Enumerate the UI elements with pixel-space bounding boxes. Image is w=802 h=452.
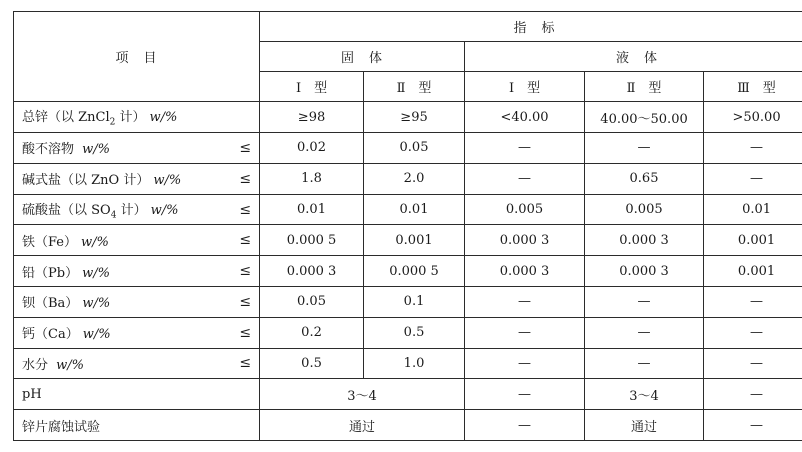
value-cell: — <box>704 163 802 194</box>
type-header: Ⅱ 型 <box>585 71 704 102</box>
value-cell: 0.2 <box>260 317 364 348</box>
solid-header: 固 体 <box>260 41 465 71</box>
value-cell: 0.000 3 <box>585 225 704 256</box>
ph-solid-value: 3～4 <box>260 379 465 410</box>
le-symbol: ≤ <box>232 225 260 256</box>
value-cell: 1.0 <box>364 348 465 379</box>
le-symbol: ≤ <box>232 286 260 317</box>
indicator-header: 指 标 <box>260 12 802 42</box>
row-label: pH <box>14 379 260 410</box>
type-header: Ⅱ 型 <box>364 71 465 102</box>
zinc-liquid-1-value: — <box>465 410 585 441</box>
type-header: Ⅰ 型 <box>260 71 364 102</box>
value-cell: 0.000 5 <box>260 225 364 256</box>
ph-liquid-2-value: 3～4 <box>585 379 704 410</box>
label-text: 钙（Ca） <box>22 327 79 343</box>
spec-row <box>14 225 802 256</box>
row-label <box>14 163 232 194</box>
spec-row <box>14 133 802 164</box>
value-cell: — <box>465 286 585 317</box>
row-label <box>14 133 232 164</box>
ph-liquid-3-value: — <box>704 379 802 410</box>
value-cell: >50.00 <box>704 102 802 133</box>
spec-row <box>14 102 802 133</box>
value-cell: — <box>465 133 585 164</box>
label-text: 总锌（以 ZnCl <box>22 110 110 126</box>
value-cell: 0.65 <box>585 163 704 194</box>
unit-label: w/% <box>82 296 111 312</box>
value-cell: 0.001 <box>364 225 465 256</box>
value-cell: — <box>585 317 704 348</box>
unit-label: w/% <box>56 357 85 373</box>
row-label <box>14 286 232 317</box>
value-cell: 0.000 3 <box>465 225 585 256</box>
value-cell: 40.00～50.00 <box>585 102 704 133</box>
label-text: 计） <box>115 110 146 126</box>
row-label <box>14 194 232 225</box>
label-text: 酸不溶物 <box>22 142 79 158</box>
zinc-solid-value: 通过 <box>260 410 465 441</box>
value-cell: — <box>585 286 704 317</box>
ph-row <box>14 379 802 410</box>
le-symbol: ≤ <box>232 317 260 348</box>
value-cell: 0.005 <box>585 194 704 225</box>
row-label <box>14 256 232 287</box>
unit-label: w/% <box>81 234 109 250</box>
value-cell: 0.000 3 <box>465 256 585 287</box>
value-cell: ≥95 <box>364 102 465 133</box>
spec-row <box>14 256 802 287</box>
value-cell: — <box>465 317 585 348</box>
row-label: 锌片腐蚀试验 <box>14 410 260 441</box>
row-label <box>14 348 232 379</box>
value-cell: — <box>704 286 802 317</box>
row-label <box>14 102 232 133</box>
le-symbol: ≤ <box>232 133 260 164</box>
header-row-1 <box>14 12 802 42</box>
unit-label: w/% <box>82 142 111 158</box>
liquid-header: 液 体 <box>465 41 802 71</box>
unit-label: w/% <box>82 327 111 343</box>
value-cell: — <box>465 348 585 379</box>
le-symbol: ≤ <box>232 348 260 379</box>
type-header: Ⅲ 型 <box>704 71 802 102</box>
value-cell: 0.01 <box>364 194 465 225</box>
unit-label: w/% <box>153 173 182 189</box>
value-cell: 0.01 <box>260 194 364 225</box>
value-cell: 0.001 <box>704 256 802 287</box>
row-label <box>14 225 232 256</box>
spec-row <box>14 163 802 194</box>
value-cell: — <box>704 317 802 348</box>
zinc-liquid-2-value: 通过 <box>585 410 704 441</box>
le-symbol: ≤ <box>232 163 260 194</box>
label-text: 碱式盐（以 ZnO 计） <box>22 173 150 189</box>
value-cell: ≥98 <box>260 102 364 133</box>
label-text: 计） <box>116 202 147 218</box>
le-symbol: ≤ <box>232 194 260 225</box>
unit-label: w/% <box>82 265 110 281</box>
zinc-liquid-3-value: — <box>704 410 802 441</box>
value-cell: <40.00 <box>465 102 585 133</box>
value-cell: 0.1 <box>364 286 465 317</box>
le-symbol: ≤ <box>232 256 260 287</box>
spec-row <box>14 194 802 225</box>
spec-row <box>14 348 802 379</box>
value-cell: 0.000 5 <box>364 256 465 287</box>
item-column-header: 项 目 <box>14 12 260 102</box>
value-cell: 0.5 <box>260 348 364 379</box>
label-subscript: 4 <box>110 210 117 221</box>
value-cell: 0.05 <box>260 286 364 317</box>
spec-table <box>13 11 802 441</box>
spec-row <box>14 286 802 317</box>
label-text: 钡（Ba） <box>22 296 79 312</box>
unit-label: w/% <box>149 110 178 126</box>
label-text: 铁（Fe） <box>22 234 78 250</box>
value-cell: 2.0 <box>364 163 465 194</box>
value-cell: 0.02 <box>260 133 364 164</box>
value-cell: — <box>704 348 802 379</box>
zinc-corrosion-row <box>14 410 802 441</box>
label-text: 铅（Pb） <box>22 265 79 281</box>
type-header: Ⅰ 型 <box>465 71 585 102</box>
value-cell: — <box>585 348 704 379</box>
value-cell: 0.001 <box>704 225 802 256</box>
row-label <box>14 317 232 348</box>
value-cell: 0.000 3 <box>260 256 364 287</box>
label-subscript: 2 <box>109 117 116 128</box>
value-cell: 0.05 <box>364 133 465 164</box>
value-cell: 0.5 <box>364 317 465 348</box>
value-cell: 1.8 <box>260 163 364 194</box>
spec-row <box>14 317 802 348</box>
value-cell: 0.01 <box>704 194 802 225</box>
value-cell: 0.000 3 <box>585 256 704 287</box>
le-symbol <box>232 102 260 133</box>
unit-label: w/% <box>150 202 179 218</box>
value-cell: 0.005 <box>465 194 585 225</box>
value-cell: — <box>465 163 585 194</box>
ph-liquid-1-value: — <box>465 379 585 410</box>
value-cell: — <box>704 133 802 164</box>
label-text: 水分 <box>22 357 53 373</box>
label-text: 硫酸盐（以 SO <box>22 202 111 218</box>
value-cell: — <box>585 133 704 164</box>
